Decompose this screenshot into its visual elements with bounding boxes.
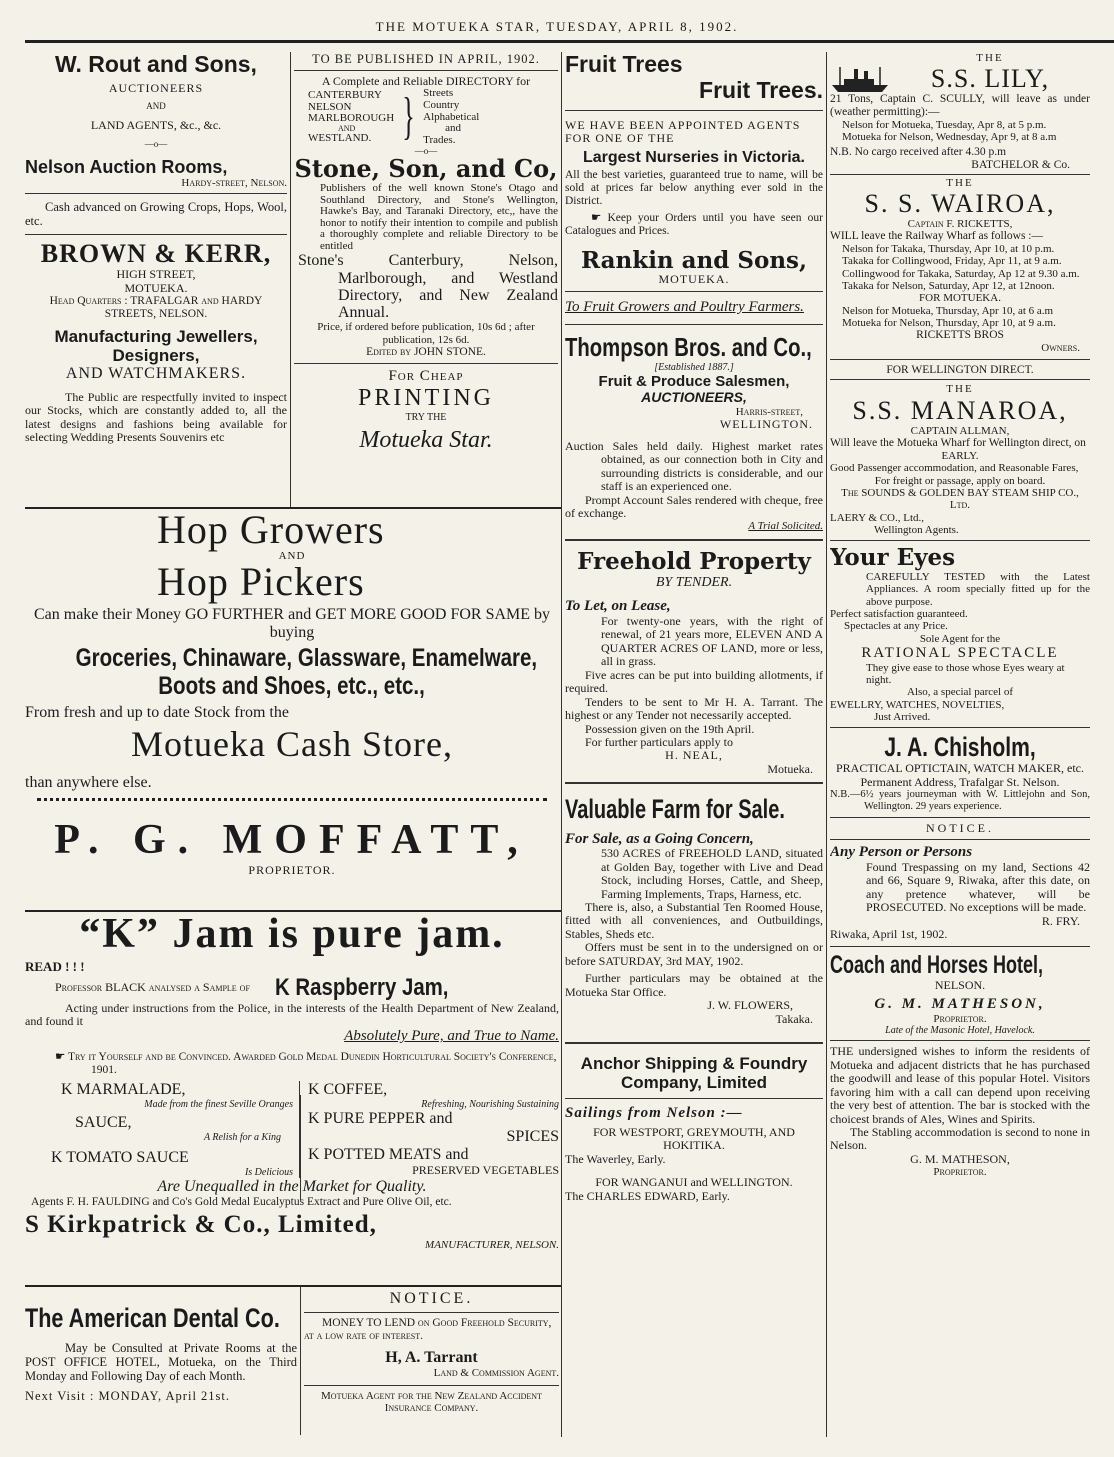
brown-line: HIGH STREET, <box>116 267 196 282</box>
dental-next: Next Visit : MONDAY, April 21st. <box>25 1389 231 1404</box>
stone-canterbury: Stone's Canterbury, Nelson, Marlborough, and Westland Directory, and New Zealand Annual. <box>298 252 558 322</box>
dir-place: AND <box>338 123 356 133</box>
wairoa-mot: Motueka for Nelson, Thursday, Apr 10, at 9 a.m. <box>842 317 1056 330</box>
rule <box>25 193 287 194</box>
rout-line: AUCTIONEERS <box>108 80 204 95</box>
rule <box>304 1385 559 1386</box>
brown-mj: Manufacturing Jewellers, Designers, <box>54 326 258 366</box>
kjam-rasp: K Raspberry Jam, <box>275 973 449 1001</box>
freehold-let: To Let, on Lease, <box>565 598 671 615</box>
kjam-absolutely: Absolutely Pure, and True to Name. <box>344 1028 559 1045</box>
eyes-arrived: Just Arrived. <box>874 710 931 723</box>
dental-title: The American Dental Co. <box>25 1303 280 1333</box>
tarrant-agent: Land & Commission Agent. <box>433 1366 559 1379</box>
wairoa-bros: RICKETTS BROS <box>916 329 1004 342</box>
rout-cash: Cash advanced on Growing Crops, Hops, Wool, etc. <box>25 200 287 229</box>
hop-than: than anywhere else. <box>25 774 152 792</box>
rout-addr: Hardy-street, Nelson. <box>181 176 287 189</box>
coach-undersigned: THE undersigned wishes to inform the residents of Motueka and adjacent districts that he has purchased the goodwill and lease of this popular Hotel. Visitors favoring him with a call can depend upon receiving the very best of attention. The bar is stocked with the choicest brands of Ales, Wines and Spirits. <box>830 1044 1090 1126</box>
growers: To Fruit Growers and Poultry Farmers. <box>565 298 804 315</box>
hop-ad <box>25 510 559 910</box>
hop-goods1: Groceries, Chinaware, Glassware, Enamelware, <box>75 644 538 673</box>
thompson-produce: Fruit & Produce Salesmen, <box>598 372 790 390</box>
stone-title: Stone, Son, and Co, <box>294 154 558 184</box>
chisholm-optician: PRACTICAL OPTICTAIN, WATCH MAKER, etc. <box>835 761 1085 776</box>
rule <box>565 782 823 784</box>
kjam-try <box>25 1051 559 1077</box>
rule <box>830 379 1090 380</box>
thompson-auct: AUCTIONEERS, <box>641 389 747 406</box>
ft-keep-text: Keep your Orders until you have seen our Catalogues and Prices. <box>565 211 823 237</box>
dir-place: MARLBOROUGH <box>308 112 395 125</box>
print-printing: PRINTING <box>358 384 494 411</box>
rule <box>830 946 1090 947</box>
dir-pub: TO BE PUBLISHED IN APRIL, 1902. <box>312 52 540 66</box>
ft-best: All the best varieties, guaranteed true to name, will be sold at prices far below anything ever sold in the District. <box>565 169 823 208</box>
wairoa-sailing: Collingwood for Takaka, Saturday, Ap 12 at 9.30 a.m. <box>842 267 1080 280</box>
kjam-read: READ ! ! ! <box>25 959 85 975</box>
wavy-rule <box>37 798 547 811</box>
manaroa-the: THE <box>946 383 974 396</box>
freehold-further: For further particulars apply to <box>585 734 733 749</box>
stone-price: Price, if ordered before publication, 10s 6d ; after publication, 12s 6d. <box>317 321 535 346</box>
kjam-acting: Acting under instructions from the Police, in the interests of the Health Department of New Zealand, and found it <box>25 1000 559 1028</box>
dir-kind: Alphabetical <box>423 110 480 123</box>
pointing-hand-icon: ☛ <box>591 211 608 224</box>
anchor-sailings: Sailings from Nelson :— <box>565 1105 743 1122</box>
print-star: Motueka Star. <box>359 426 493 453</box>
rout-ad <box>25 52 287 507</box>
coach-title: Coach and Horses Hotel, <box>830 950 1044 979</box>
wairoa-title: S. S. WAIROA, <box>864 188 1056 218</box>
wairoa-mot: Nelson for Motueka, Thursday, Apr 10, at 6 a.m <box>842 304 1054 317</box>
chisholm-title: J. A. Chisholm, <box>884 732 1036 763</box>
directory-ad <box>294 52 558 507</box>
rankin-motueka: MOTUEKA. <box>658 272 730 287</box>
freehold-lease: For twenty-one years, with the right of renewal, of 21 years more, ELEVEN AND A QUARTER ACRES OF LAND, more or less, all in grass. <box>601 614 823 669</box>
kjam-ad <box>25 912 559 1284</box>
kjam-potted: K POTTED MEATS and <box>308 1145 469 1163</box>
lily-cargo: N.B. No cargo received after 4.30 p.m <box>830 145 1007 158</box>
divider <box>561 52 562 1437</box>
kjam-sauce-sub: A Relish for a King <box>203 1131 281 1143</box>
rule <box>830 817 1090 818</box>
eyes-rational: RATIONAL SPECTACLE <box>861 644 1059 661</box>
thompson-trial: A Trial Solicited. <box>748 520 823 533</box>
manaroa-agents: Wellington Agents. <box>874 523 959 536</box>
anchor-wanganui: FOR WANGANUI and WELLINGTON. <box>595 1175 793 1190</box>
thompson-title: Thompson Bros. and Co., <box>565 332 812 363</box>
dental-body: May be Consulted at Private Rooms at the POST OFFICE HOTEL, Motueka, on the Third Monday and Following Day of each Month. <box>25 1341 297 1384</box>
ft-largest: Largest Nurseries in Victoria. <box>582 149 805 167</box>
farm-obtained: Further particulars may be obtained at the Motueka Star Office. <box>565 971 823 999</box>
brown-watch: AND WATCHMAKERS. <box>65 365 247 383</box>
eyes-also: Also, a special parcel of <box>907 686 1013 699</box>
eyes-ease: They give ease to those whose Eyes weary at night. <box>866 661 1065 686</box>
farm-takaka: Takaka. <box>775 1011 813 1026</box>
masthead: THE MOTUEKA STAR, TUESDAY, APRIL 8, 1902. <box>375 19 739 34</box>
hop-moffatt: P. G. MOFFATT, <box>54 817 530 864</box>
manaroa-early: EARLY. <box>941 450 979 463</box>
freehold-possession: Possession given on the 19th April. <box>585 721 755 736</box>
manaroa-freight: For freight or passage, apply on board. <box>874 474 1046 487</box>
hop-money: Can make their Money GO FURTHER and GET MORE GOOD FOR SAME by buying <box>33 606 551 642</box>
hop-fresh: From fresh and up to date Stock from the <box>25 704 289 722</box>
pointing-hand-icon: ☛ <box>55 1051 68 1064</box>
rule <box>565 1098 823 1099</box>
brown-hq: Head Quarters : TRAFALGAR and HARDY STREETS, NELSON. <box>49 295 263 321</box>
manaroa-good: Good Passenger accommodation, and Reasonable Fares, <box>830 462 1079 475</box>
divider <box>826 52 827 1437</box>
kjam-manuf: MANUFACTURER, NELSON. <box>425 1239 559 1251</box>
anchor-waverley: The Waverley, Early. <box>565 1151 666 1166</box>
notice-person: Any Person or Persons <box>830 844 973 861</box>
kjam-prof: Professor BLACK analysed a Sample of <box>55 980 250 995</box>
freehold-title: Freehold Property <box>577 547 811 575</box>
chisholm-nb: N.B.—6½ years journeyman with W. Littlejohn and Son, Wellington. 29 years experience. <box>830 789 1090 813</box>
steamship-icon <box>830 65 890 93</box>
kjam-coffee-sub: Refreshing, Nourishing Sustaining <box>421 1098 559 1110</box>
wairoa-captain: Captain F. RICKETTS, <box>907 217 1013 230</box>
freehold-tender: BY TENDER. <box>655 574 733 590</box>
rule <box>830 839 1090 840</box>
rout-line: LAND AGENTS, &c., &c. <box>90 118 222 133</box>
stone-body: Publishers of the well known Stone's Otago and Southland Directory, and Stone's Wellington, Hawke's Bay, and Taranaki Directory, etc,, have the honor to notify their intention to compile and publish a thoroughly complete and reliable Directory to be entitled <box>320 182 558 252</box>
divider <box>290 52 291 507</box>
brown-public: The Public are respectfully invited to inspect our Stocks, which are constantly added to, all the latest designs and fashions being available for selecting Wedding Presents Souvenirs etc <box>25 389 287 445</box>
rule <box>304 1312 559 1313</box>
rule <box>294 70 558 71</box>
lily-title: S.S. LILY, <box>930 64 1050 94</box>
dental-ad <box>25 1295 297 1440</box>
anchor-title: Anchor Shipping & Foundry Company, Limited <box>580 1053 808 1093</box>
thompson-est: [Established 1887.] <box>654 362 734 374</box>
eyes-jewellery: EWELLRY, WATCHES, NOVELTIES, <box>830 698 1005 711</box>
manaroa-captain: CAPTAIN ALLMAN, <box>910 424 1010 437</box>
kjam-kirk: S Kirkpatrick & Co., Limited, <box>25 1211 377 1238</box>
rule <box>565 539 823 541</box>
rule <box>565 1042 823 1044</box>
farm-house: There is, also, a Substantial Ten Roomed House, fitted with all conveniences, and Outbuildings, Stables, Sheds etc. <box>565 900 823 941</box>
eyes-tested: CAREFULLY TESTED with the Latest Appliances. A room specially fitted up for the above purpose. <box>866 570 1090 608</box>
freehold-tenders: Tenders to be sent to Mr H. A. Tarrant. The highest or any Tender not necessarily accepted. <box>565 694 823 723</box>
dir-place: CANTERBURY <box>308 89 382 102</box>
print-try: TRY THE <box>405 411 447 423</box>
thompson-harris: Harris-street, <box>735 406 803 419</box>
ft-keep <box>565 212 823 238</box>
kjam-coffee: K COFFEE, <box>308 1080 388 1098</box>
lily-batchelor: BATCHELOR & Co. <box>971 158 1070 171</box>
rout-rooms: Nelson Auction Rooms, <box>25 156 228 177</box>
kjam-pepper: K PURE PEPPER and <box>308 1110 453 1128</box>
wairoa-sailing: Takaka for Nelson, Saturday, Apr 12, at 12noon. <box>842 280 1055 293</box>
eyes-sole: Sole Agent for the <box>919 632 1001 645</box>
rout-title: W. Rout and Sons, <box>55 52 257 77</box>
print-cheap: For Cheap <box>388 367 464 384</box>
kjam-unequalled: Are Unequalled in the Market for Quality. <box>157 1178 427 1196</box>
ft-title1: Fruit Trees <box>565 52 683 77</box>
rule <box>25 234 287 235</box>
coach-proprietor: Proprietor. <box>933 1012 987 1025</box>
coach-prop2: Proprietor. <box>933 1166 987 1179</box>
lily-sailing: Nelson for Motueka, Tuesday, Apr 8, at 5 p.m. <box>842 119 1047 132</box>
ft-title2: Fruit Trees. <box>699 76 823 103</box>
lily-sailing: Motueka for Nelson, Wednesday, Apr 9, at 8 a.m <box>842 131 1057 144</box>
farm-acres: 530 ACRES of FREEHOLD LAND, situated at Golden Bay, together with Live and Dead Stock, including Horses, Cattle, and Sheep, Farming Implements, Traps, Harness, etc. <box>601 846 823 901</box>
wairoa-will: WILL leave the Railway Wharf as follows :— <box>830 230 1043 243</box>
stone-edited: Edited by JOHN STONE. <box>366 346 486 359</box>
rule <box>830 540 1090 541</box>
rankin-title: Rankin and Sons, <box>580 246 807 274</box>
eyes-spectacles: Spectacles at any Price. <box>844 620 948 633</box>
rout-line: —o— <box>144 138 168 149</box>
eyes-perfect: Perfect satisfaction guaranteed. <box>830 607 968 620</box>
kjam-try-text: Try it Yourself and be Convinced. Awarded Gold Medal Dunedin Horticultural Society's Conference, 1901. <box>67 1051 557 1077</box>
farm-flowers: J. W. FLOWERS, <box>707 998 793 1013</box>
notice-tresp: Found Trespassing on my land, Sections 42 and 66, Square 9, Riwaka, after this date, on any pretence whatever, will be PROSECUTED. No exceptions will be made. <box>866 860 1090 915</box>
kjam-marmalade: K MARMALADE, <box>61 1080 186 1098</box>
tarrant-insurance: Motueka Agent for the New Zealand Accident Insurance Company. <box>321 1389 542 1415</box>
dir-brace <box>308 88 558 146</box>
brown-title: BROWN & KERR, <box>40 239 272 269</box>
dir-kind: Country <box>423 98 460 111</box>
kjam-tomato: K TOMATO SAUCE <box>51 1149 189 1167</box>
wairoa-formot: FOR MOTUEKA. <box>919 292 1001 305</box>
kjam-marm-sub: Made from the finest Seville Oranges <box>144 1098 293 1110</box>
tarrant-body: MONEY TO LEND on Good Freehold Security, at a low rate of interest. <box>304 1316 552 1342</box>
manaroa-leave: Will leave the Motueka Wharf for Wellington direct, on <box>830 437 1086 450</box>
rule <box>565 291 823 292</box>
notice-title: NOTICE. <box>926 820 994 835</box>
hop-prop: PROPRIETOR. <box>248 863 336 878</box>
eyes-title: Your Eyes <box>830 544 956 572</box>
wairoa-sailing: Nelson for Takaka, Thursday, Apr 10, at 10 p.m. <box>842 243 1055 256</box>
kjam-preserved: PRESERVED VEGETABLES <box>412 1162 559 1177</box>
thompson-wellington: WELLINGTON. <box>719 417 813 432</box>
tarrant-title: NOTICE. <box>389 1290 474 1307</box>
coach-gm: G. M. MATHESON, <box>910 1151 1010 1166</box>
lily-the: THE <box>976 52 1004 64</box>
hop-and: AND <box>278 550 306 562</box>
anchor-westport: FOR WESTPORT, GREYMOUTH, AND HOKITIKA. <box>593 1124 795 1153</box>
coach-nelson: NELSON. <box>934 977 986 992</box>
farm-going: For Sale, as a Going Concern, <box>565 830 754 847</box>
wairoa-owners: Owners. <box>1041 342 1080 355</box>
rule <box>25 1285 561 1287</box>
divider <box>300 1285 301 1435</box>
dir-place: WESTLAND. <box>308 132 372 145</box>
farm-title: Valuable Farm for Sale. <box>565 794 785 825</box>
dir-kind: Trades. <box>423 133 456 146</box>
tarrant-ad <box>304 1290 559 1440</box>
brown-line: MOTUEKA. <box>124 280 188 295</box>
dir-complete: A Complete and Reliable DIRECTORY for <box>321 74 531 88</box>
rule <box>565 324 823 325</box>
rule <box>25 507 561 509</box>
notice-fry: R. FRY. <box>1041 913 1080 928</box>
hop-l2: Hop Pickers <box>157 559 365 605</box>
rule <box>830 727 1090 728</box>
manaroa-sounds: The SOUNDS & GOLDEN BAY STEAM SHIP CO., Ltd. <box>841 486 1079 512</box>
hop-l1: Hop Growers <box>157 510 385 552</box>
manaroa-laery: LAERY & CO., Ltd., <box>830 511 925 524</box>
hop-store: Motueka Cash Store, <box>131 724 453 765</box>
kjam-title: “K” Jam is pure jam. <box>79 912 505 957</box>
coach-late: Late of the Masonic Hotel, Havelock. <box>885 1025 1035 1037</box>
manaroa-direct: FOR WELLINGTON DIRECT. <box>886 363 1034 376</box>
thompson-prompt: Prompt Account Sales rendered with cheque, free of exchange. <box>565 492 823 521</box>
kjam-tomato-sub: Is Delicious <box>244 1167 293 1179</box>
wairoa-the: THE <box>946 176 974 189</box>
manaroa-title: S.S. MANAROA, <box>852 395 1068 425</box>
brace-icon: } <box>402 88 415 146</box>
kjam-spices: SPICES <box>506 1127 559 1145</box>
freehold-five: Five acres can be put into building allotments, if required. <box>565 667 823 696</box>
farm-offers: Offers must be sent in to the undersigned on or before SATURDAY, 3rd MAY, 1902. <box>565 940 823 968</box>
masthead-rule <box>25 40 1114 43</box>
dir-kind: and <box>445 122 462 135</box>
freehold-neal: H. NEAL, <box>665 748 723 763</box>
tarrant-name: H, A. Tarrant <box>385 1348 478 1366</box>
dir-kind: Streets <box>423 87 454 100</box>
rule <box>830 359 1090 360</box>
column-4 <box>830 52 1090 1442</box>
thompson-auction: Auction Sales held daily. Highest market rates obtained, as our connection both in City and surrounding districts is considerable, and our staff is an experienced one. <box>565 438 823 494</box>
kjam-sauce: SAUCE, <box>75 1114 132 1132</box>
freehold-neal-town: Motueka. <box>767 761 813 776</box>
hop-goods2: Boots and Shoes, etc., etc., <box>158 672 426 701</box>
dir-place: NELSON <box>308 100 352 113</box>
wairoa-sailing: Takaka for Collingwood, Friday, Apr 11, at 9 a.m. <box>842 255 1062 268</box>
rout-line: AND <box>146 101 166 112</box>
coach-stabling: The Stabling accommodation is second to none in Nelson. <box>830 1125 1090 1153</box>
rule <box>294 363 558 364</box>
rule <box>565 110 823 111</box>
lily-body: 21 Tons, Captain C. SCULLY, will leave as under (weather permitting):— <box>830 93 1090 119</box>
ft-appointed: WE HAVE BEEN APPOINTED AGENTS FOR ONE OF THE <box>565 117 801 145</box>
anchor-edward: The CHARLES EDWARD, Early. <box>565 1188 730 1203</box>
chisholm-address: Permanent Address, Trafalgar St. Nelson. <box>860 774 1060 789</box>
column-3 <box>565 52 823 1442</box>
coach-matheson: G. M. MATHESON, <box>874 996 1046 1013</box>
rule <box>830 1040 1090 1041</box>
dir-sep: —o— <box>414 146 438 157</box>
kjam-agents: Agents F. H. FAULDING and Co's Gold Medal Eucalyptus Extract and Pure Olive Oil, etc. <box>31 1196 452 1209</box>
notice-riwaka: Riwaka, April 1st, 1902. <box>830 927 948 942</box>
rule <box>830 174 1090 175</box>
